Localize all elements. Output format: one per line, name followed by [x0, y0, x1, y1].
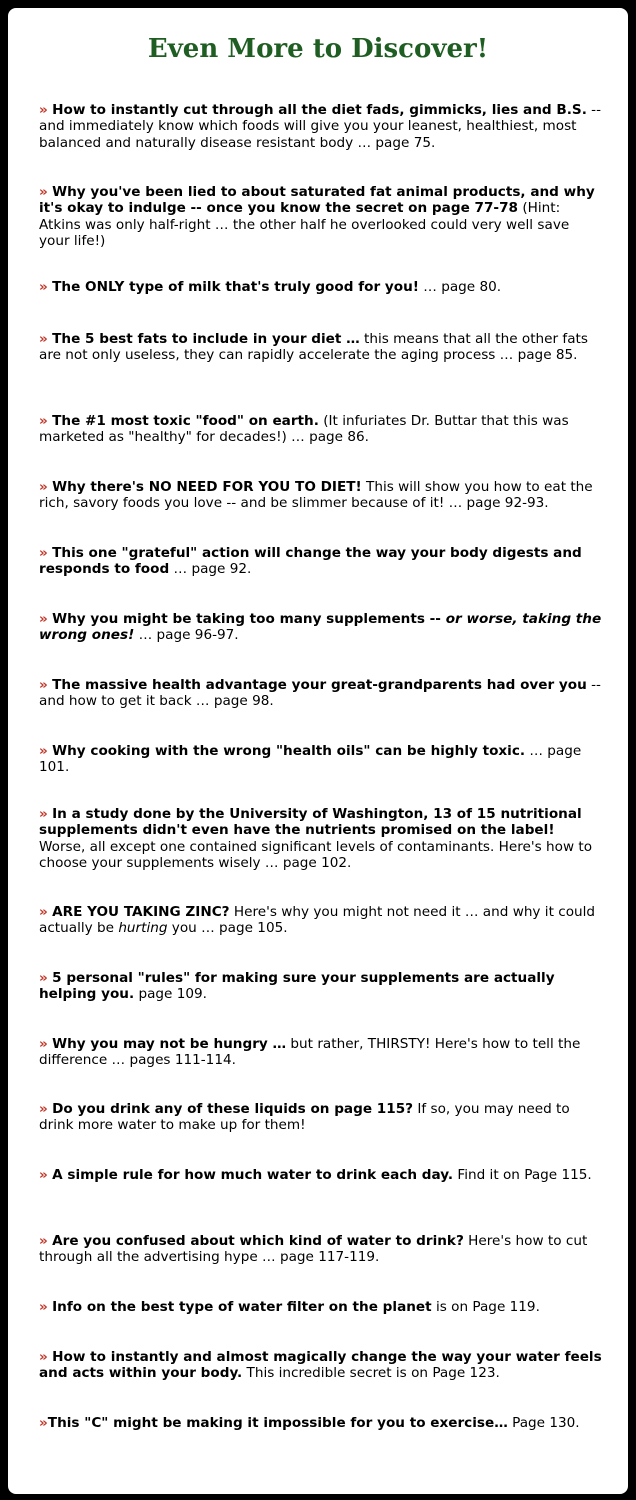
item-text: Page 130. — [507, 1414, 580, 1431]
item-text: This incredible secret is on Page 123. — [242, 1365, 500, 1382]
bullet-icon: » — [39, 610, 48, 627]
item-headline: Do you drink any of these liquids on page 115? — [52, 1100, 414, 1117]
bullet-icon: » — [39, 1232, 48, 1249]
list-item — [39, 331, 604, 364]
item-text: … page 92. — [169, 561, 252, 578]
bullet-icon: » — [39, 676, 48, 693]
item-text: Worse, all except one contained significant levels of contaminants. Here's how to choose your supplements wisely … page 102. — [39, 838, 593, 872]
bullet-icon: » — [39, 412, 48, 429]
item-text: -- and immediately know which foods will give you your leanest, healthiest, most balanced and naturally disease resistant body … page 75. — [39, 101, 601, 151]
item-text: Here's why you might not need it … and why it could actually be — [39, 903, 596, 937]
item-headline: The massive health advantage your great-grandparents had over you — [52, 676, 587, 693]
list-item — [39, 1415, 604, 1432]
item-headline: Why you might be taking too many supplements -- — [52, 610, 446, 627]
bullet-icon: » — [39, 278, 48, 295]
item-text: Find it on Page 115. — [453, 1166, 592, 1183]
page-title: Even More to Discover! — [147, 34, 489, 64]
item-headline: 5 personal "rules" for making sure your supplements are actually helping you. — [39, 969, 555, 1003]
list-item — [39, 970, 604, 1003]
bullet-icon: » — [39, 478, 48, 495]
item-text: … page 101. — [39, 742, 582, 776]
list-item — [39, 904, 604, 937]
bullet-icon: » — [39, 1100, 48, 1117]
bullet-icon: » — [39, 183, 48, 200]
item-text: you … page 105. — [167, 920, 288, 937]
item-headline: The 5 best fats to include in your diet … — [52, 330, 360, 347]
list-item — [39, 743, 604, 776]
bullet-icon: » — [39, 903, 48, 920]
item-headline: Info on the best type of water filter on the planet — [52, 1298, 432, 1315]
list-item — [39, 545, 604, 578]
item-headline: How to instantly cut through all the diet fads, gimmicks, lies and B.S. — [52, 101, 587, 118]
bullet-icon: » — [39, 101, 48, 118]
list-item — [39, 806, 604, 872]
content-panel — [8, 8, 628, 1494]
item-headline: Why you've been lied to about saturated fat animal products, and why it's okay to indulge -- once you know the secret on page 77-78 — [39, 183, 595, 217]
item-headline: The ONLY type of milk that's truly good for you! — [52, 278, 419, 295]
item-text: … page 96-97. — [134, 627, 239, 644]
item-text: This will show you how to eat the rich, savory foods you love -- and be slimmer because of it! … page 92-93. — [39, 478, 593, 512]
item-text: this means that all the other fats are not only useless, they can rapidly accelerate the aging process … page 85. — [39, 330, 588, 364]
item-text: but rather, THIRSTY! Here's how to tell the difference … pages 111-114. — [39, 1035, 581, 1069]
list-item — [39, 413, 604, 446]
bullet-icon: » — [39, 1166, 48, 1183]
list-item — [39, 479, 604, 512]
item-headline: Why you may not be hungry … — [52, 1035, 287, 1052]
bullet-icon: » — [39, 544, 48, 561]
item-text: (Hint: Atkins was only half-right … the other half he overlooked could very well save your life!) — [39, 200, 570, 250]
bullet-icon: » — [39, 1298, 48, 1315]
item-headline: A simple rule for how much water to drink each day. — [52, 1166, 454, 1183]
item-emphasis: hurting — [118, 920, 168, 937]
list-item — [39, 102, 604, 152]
item-text: If so, you may need to drink more water to make up for them! — [39, 1100, 570, 1134]
item-headline: Are you confused about which kind of water to drink? — [52, 1232, 464, 1249]
item-headline: Why cooking with the wrong "health oils" can be highly toxic. — [52, 742, 526, 759]
item-headline: This "C" might be making it impossible for you to exercise… — [47, 1414, 508, 1431]
item-headline: The #1 most toxic "food" on earth. — [52, 412, 319, 429]
bullet-icon: » — [39, 1414, 48, 1431]
item-text: page 109. — [134, 986, 208, 1003]
bullet-icon: » — [39, 1035, 48, 1052]
item-headline: This one "grateful" action will change the way your body digests and responds to food — [39, 544, 582, 578]
bullet-icon: » — [39, 969, 48, 986]
list-item — [39, 1101, 604, 1134]
item-headline: Why there's NO NEED FOR YOU TO DIET! — [52, 478, 362, 495]
item-text: … page 80. — [418, 278, 502, 295]
list-item — [39, 184, 604, 250]
item-emphasis: or worse, taking the wrong ones! — [39, 610, 602, 644]
list-item — [39, 677, 604, 710]
item-headline: ARE YOU TAKING ZINC? — [52, 903, 230, 920]
item-text: is on Page 119. — [431, 1298, 540, 1315]
list-item — [39, 1299, 604, 1316]
item-text: -- and how to get it back … page 98. — [39, 676, 601, 710]
bullet-icon: » — [39, 742, 48, 759]
list-item — [39, 1036, 604, 1069]
list-item — [39, 1233, 604, 1266]
list-item — [39, 279, 604, 296]
bullet-icon: » — [39, 330, 48, 347]
item-text: (It infuriates Dr. Buttar that this was marketed as "healthy" for decades!) … page 86. — [39, 412, 569, 446]
list-item — [39, 611, 604, 644]
item-text: Here's how to cut through all the advertising hype … page 117-119. — [39, 1232, 588, 1266]
list-item — [39, 1167, 604, 1184]
bullet-icon: » — [39, 1348, 48, 1365]
item-headline: In a study done by the University of Washington, 13 of 15 nutritional supplements didn't even have the nutrients promised on the label! — [39, 805, 582, 839]
list-item — [39, 1349, 604, 1382]
item-headline: How to instantly and almost magically change the way your water feels and acts within your body. — [39, 1348, 602, 1382]
bullet-icon: » — [39, 805, 48, 822]
